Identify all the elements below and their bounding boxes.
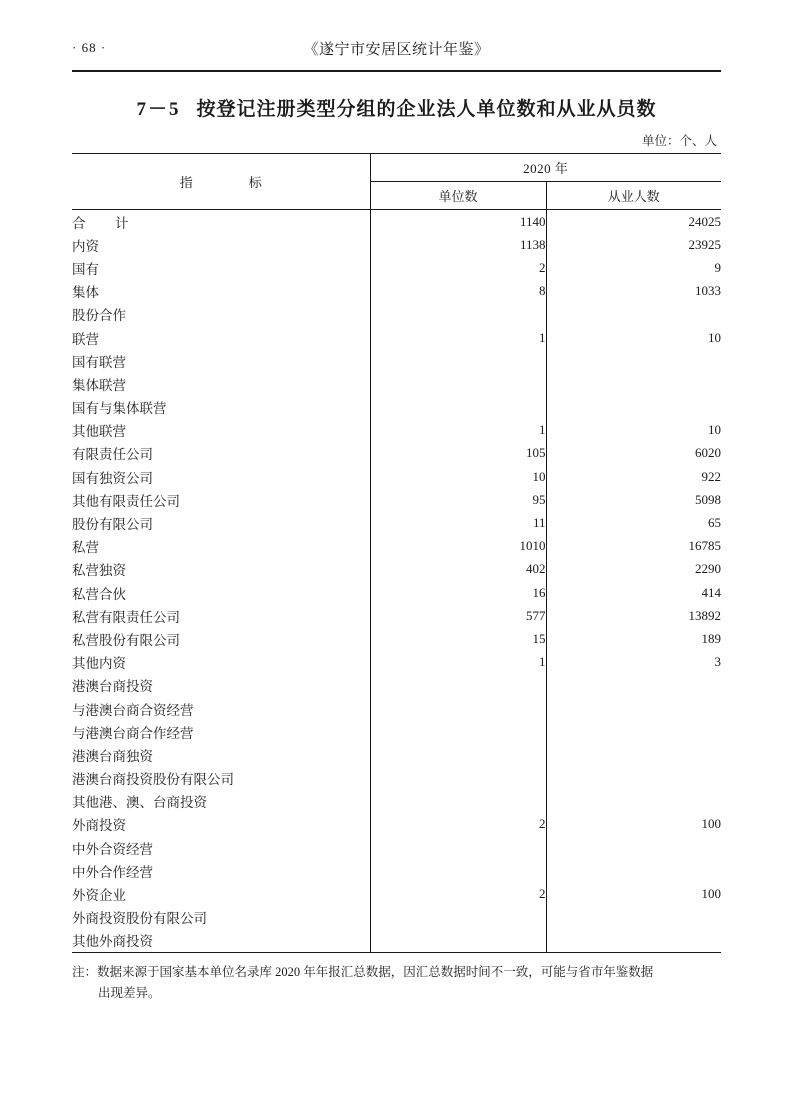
cell-employees: 16785 (688, 538, 721, 554)
row-label: 私营独资 (72, 563, 126, 579)
note-line-2: 出现差异。 (98, 985, 161, 1000)
cell-employees: 10 (708, 422, 721, 438)
row-label: 其他港、澳、台商投资 (72, 795, 207, 811)
table-row (72, 488, 721, 511)
note-line-1: 注：数据来源于国家基本单位名录库 2020 年年报汇总数据，因汇总数据时间不一致，可能与省市年鉴数据 (72, 965, 654, 979)
table-row (72, 511, 721, 534)
cell-units (370, 743, 546, 766)
row-label: 国有联营 (72, 354, 126, 370)
row-label: 内资 (72, 238, 99, 254)
cell-units: 2 (370, 256, 546, 279)
table-row (72, 349, 721, 372)
cell-employees: 189 (701, 630, 721, 646)
cell-employees: 1033 (695, 283, 721, 299)
table-note (72, 962, 721, 1003)
row-label: 与港澳台商合作经营 (72, 725, 194, 741)
cell-units: 2 (370, 882, 546, 905)
table-row (72, 929, 721, 953)
cell-units: 1138 (370, 233, 546, 256)
cell-units: 577 (370, 604, 546, 627)
column-header-year: 2020 年 (370, 154, 721, 182)
table-body (72, 210, 721, 953)
row-label: 其他外商投资 (72, 929, 370, 953)
cell-units (370, 929, 546, 953)
row-label: 国有 (72, 261, 99, 277)
cell-units (370, 396, 546, 419)
header-row-year (72, 154, 721, 182)
row-label: 其他有限责任公司 (72, 493, 180, 509)
cell-employees: 10 (708, 329, 721, 345)
cell-units (370, 767, 546, 790)
table-row (72, 280, 721, 303)
table-row (72, 906, 721, 929)
cell-employees: 6020 (695, 445, 721, 461)
table-row (72, 256, 721, 279)
cell-employees (546, 790, 721, 813)
column-header-employees: 从业人数 (546, 182, 721, 210)
cell-units: 1 (370, 419, 546, 442)
cell-employees: 24025 (546, 210, 721, 234)
cell-employees (546, 743, 721, 766)
cell-units (370, 349, 546, 372)
table-row (72, 326, 721, 349)
row-label: 港澳台商投资 (72, 679, 153, 695)
cell-units: 1140 (370, 210, 546, 234)
cell-employees: 65 (708, 515, 721, 531)
row-label: 集体联营 (72, 377, 126, 393)
table-row (72, 697, 721, 720)
row-label: 国有与集体联营 (72, 401, 167, 417)
table-row (72, 210, 721, 234)
row-label: 外商投资股份有限公司 (72, 911, 207, 927)
cell-units (370, 720, 546, 743)
cell-units: 105 (370, 442, 546, 465)
cell-employees: 13892 (688, 607, 721, 623)
table-row (72, 674, 721, 697)
header-rule (72, 70, 721, 72)
row-label: 有限责任公司 (72, 447, 153, 463)
cell-units (370, 303, 546, 326)
table-row (72, 442, 721, 465)
cell-units (370, 697, 546, 720)
cell-units (370, 790, 546, 813)
row-label: 港澳台商独资 (72, 748, 153, 764)
row-label: 外商投资 (72, 818, 126, 834)
statistics-table (72, 153, 721, 953)
cell-employees (546, 303, 721, 326)
column-header-units: 单位数 (370, 182, 546, 210)
table-row (72, 581, 721, 604)
row-label: 私营合伙 (72, 586, 126, 602)
cell-units: 1 (370, 651, 546, 674)
row-label: 其他内资 (72, 656, 126, 672)
row-label: 外资企业 (72, 888, 126, 904)
cell-employees: 23925 (688, 236, 721, 252)
table-row (72, 720, 721, 743)
book-title: 《遂宁市安居区统计年鉴》 (303, 42, 490, 58)
cell-units: 16 (370, 581, 546, 604)
row-label: 股份有限公司 (72, 517, 153, 533)
table-row (72, 303, 721, 326)
cell-employees (546, 349, 721, 372)
row-label: 集体 (72, 285, 99, 301)
cell-units (370, 836, 546, 859)
table-row (72, 836, 721, 859)
cell-units: 11 (370, 511, 546, 534)
row-label: 与港澳台商合资经营 (72, 702, 194, 718)
cell-employees (546, 674, 721, 697)
cell-employees: 100 (701, 886, 721, 902)
cell-employees (546, 836, 721, 859)
row-label: 私营 (72, 540, 99, 556)
cell-units: 15 (370, 627, 546, 650)
cell-employees (546, 372, 721, 395)
table-title (72, 94, 721, 121)
table-row (72, 859, 721, 882)
unit-note: 单位：个、人 (641, 134, 717, 148)
table-head (72, 154, 721, 210)
table-row (72, 233, 721, 256)
row-label: 港澳台商投资股份有限公司 (72, 772, 234, 788)
cell-employees: 100 (701, 816, 721, 832)
table-row (72, 604, 721, 627)
table-row (72, 535, 721, 558)
cell-employees (546, 767, 721, 790)
table-row (72, 465, 721, 488)
row-label: 私营有限责任公司 (72, 609, 180, 625)
table-row (72, 743, 721, 766)
row-label: 联营 (72, 331, 99, 347)
cell-units (370, 906, 546, 929)
table-row (72, 558, 721, 581)
cell-units (370, 372, 546, 395)
cell-units: 95 (370, 488, 546, 511)
table-row (72, 372, 721, 395)
cell-employees: 3 (714, 654, 721, 670)
table-row (72, 882, 721, 905)
cell-units: 2 (370, 813, 546, 836)
page-number: · 68 · (72, 40, 107, 55)
row-label: 合 计 (72, 210, 370, 234)
cell-units: 1010 (370, 535, 546, 558)
table-row (72, 419, 721, 442)
cell-employees: 2290 (695, 561, 721, 577)
cell-units (370, 674, 546, 697)
table-row (72, 813, 721, 836)
cell-employees: 9 (714, 259, 721, 275)
table-row (72, 651, 721, 674)
cell-employees: 414 (701, 584, 721, 600)
cell-employees (546, 929, 721, 953)
cell-employees: 922 (701, 468, 721, 484)
cell-employees (546, 859, 721, 882)
cell-units: 402 (370, 558, 546, 581)
table-title-text: 按登记注册类型分组的企业法人单位数和从业从员数 (196, 99, 657, 120)
row-label: 国有独资公司 (72, 470, 153, 486)
table-row (72, 396, 721, 419)
table-row (72, 627, 721, 650)
row-label: 中外合作经营 (72, 864, 153, 880)
column-header-indicator: 指 标 (72, 154, 370, 210)
cell-employees (546, 396, 721, 419)
cell-employees (546, 697, 721, 720)
table-row (72, 767, 721, 790)
cell-employees (546, 720, 721, 743)
cell-units (370, 859, 546, 882)
row-label: 其他联营 (72, 424, 126, 440)
page (0, 38, 793, 1115)
cell-units: 1 (370, 326, 546, 349)
table-number: 7－5 (136, 99, 181, 120)
row-label: 股份合作 (72, 308, 126, 324)
row-label: 中外合资经营 (72, 841, 153, 857)
running-head (72, 38, 721, 64)
cell-units: 10 (370, 465, 546, 488)
row-label: 私营股份有限公司 (72, 632, 180, 648)
cell-employees (546, 906, 721, 929)
table-row (72, 790, 721, 813)
cell-employees: 5098 (695, 491, 721, 507)
cell-units: 8 (370, 280, 546, 303)
